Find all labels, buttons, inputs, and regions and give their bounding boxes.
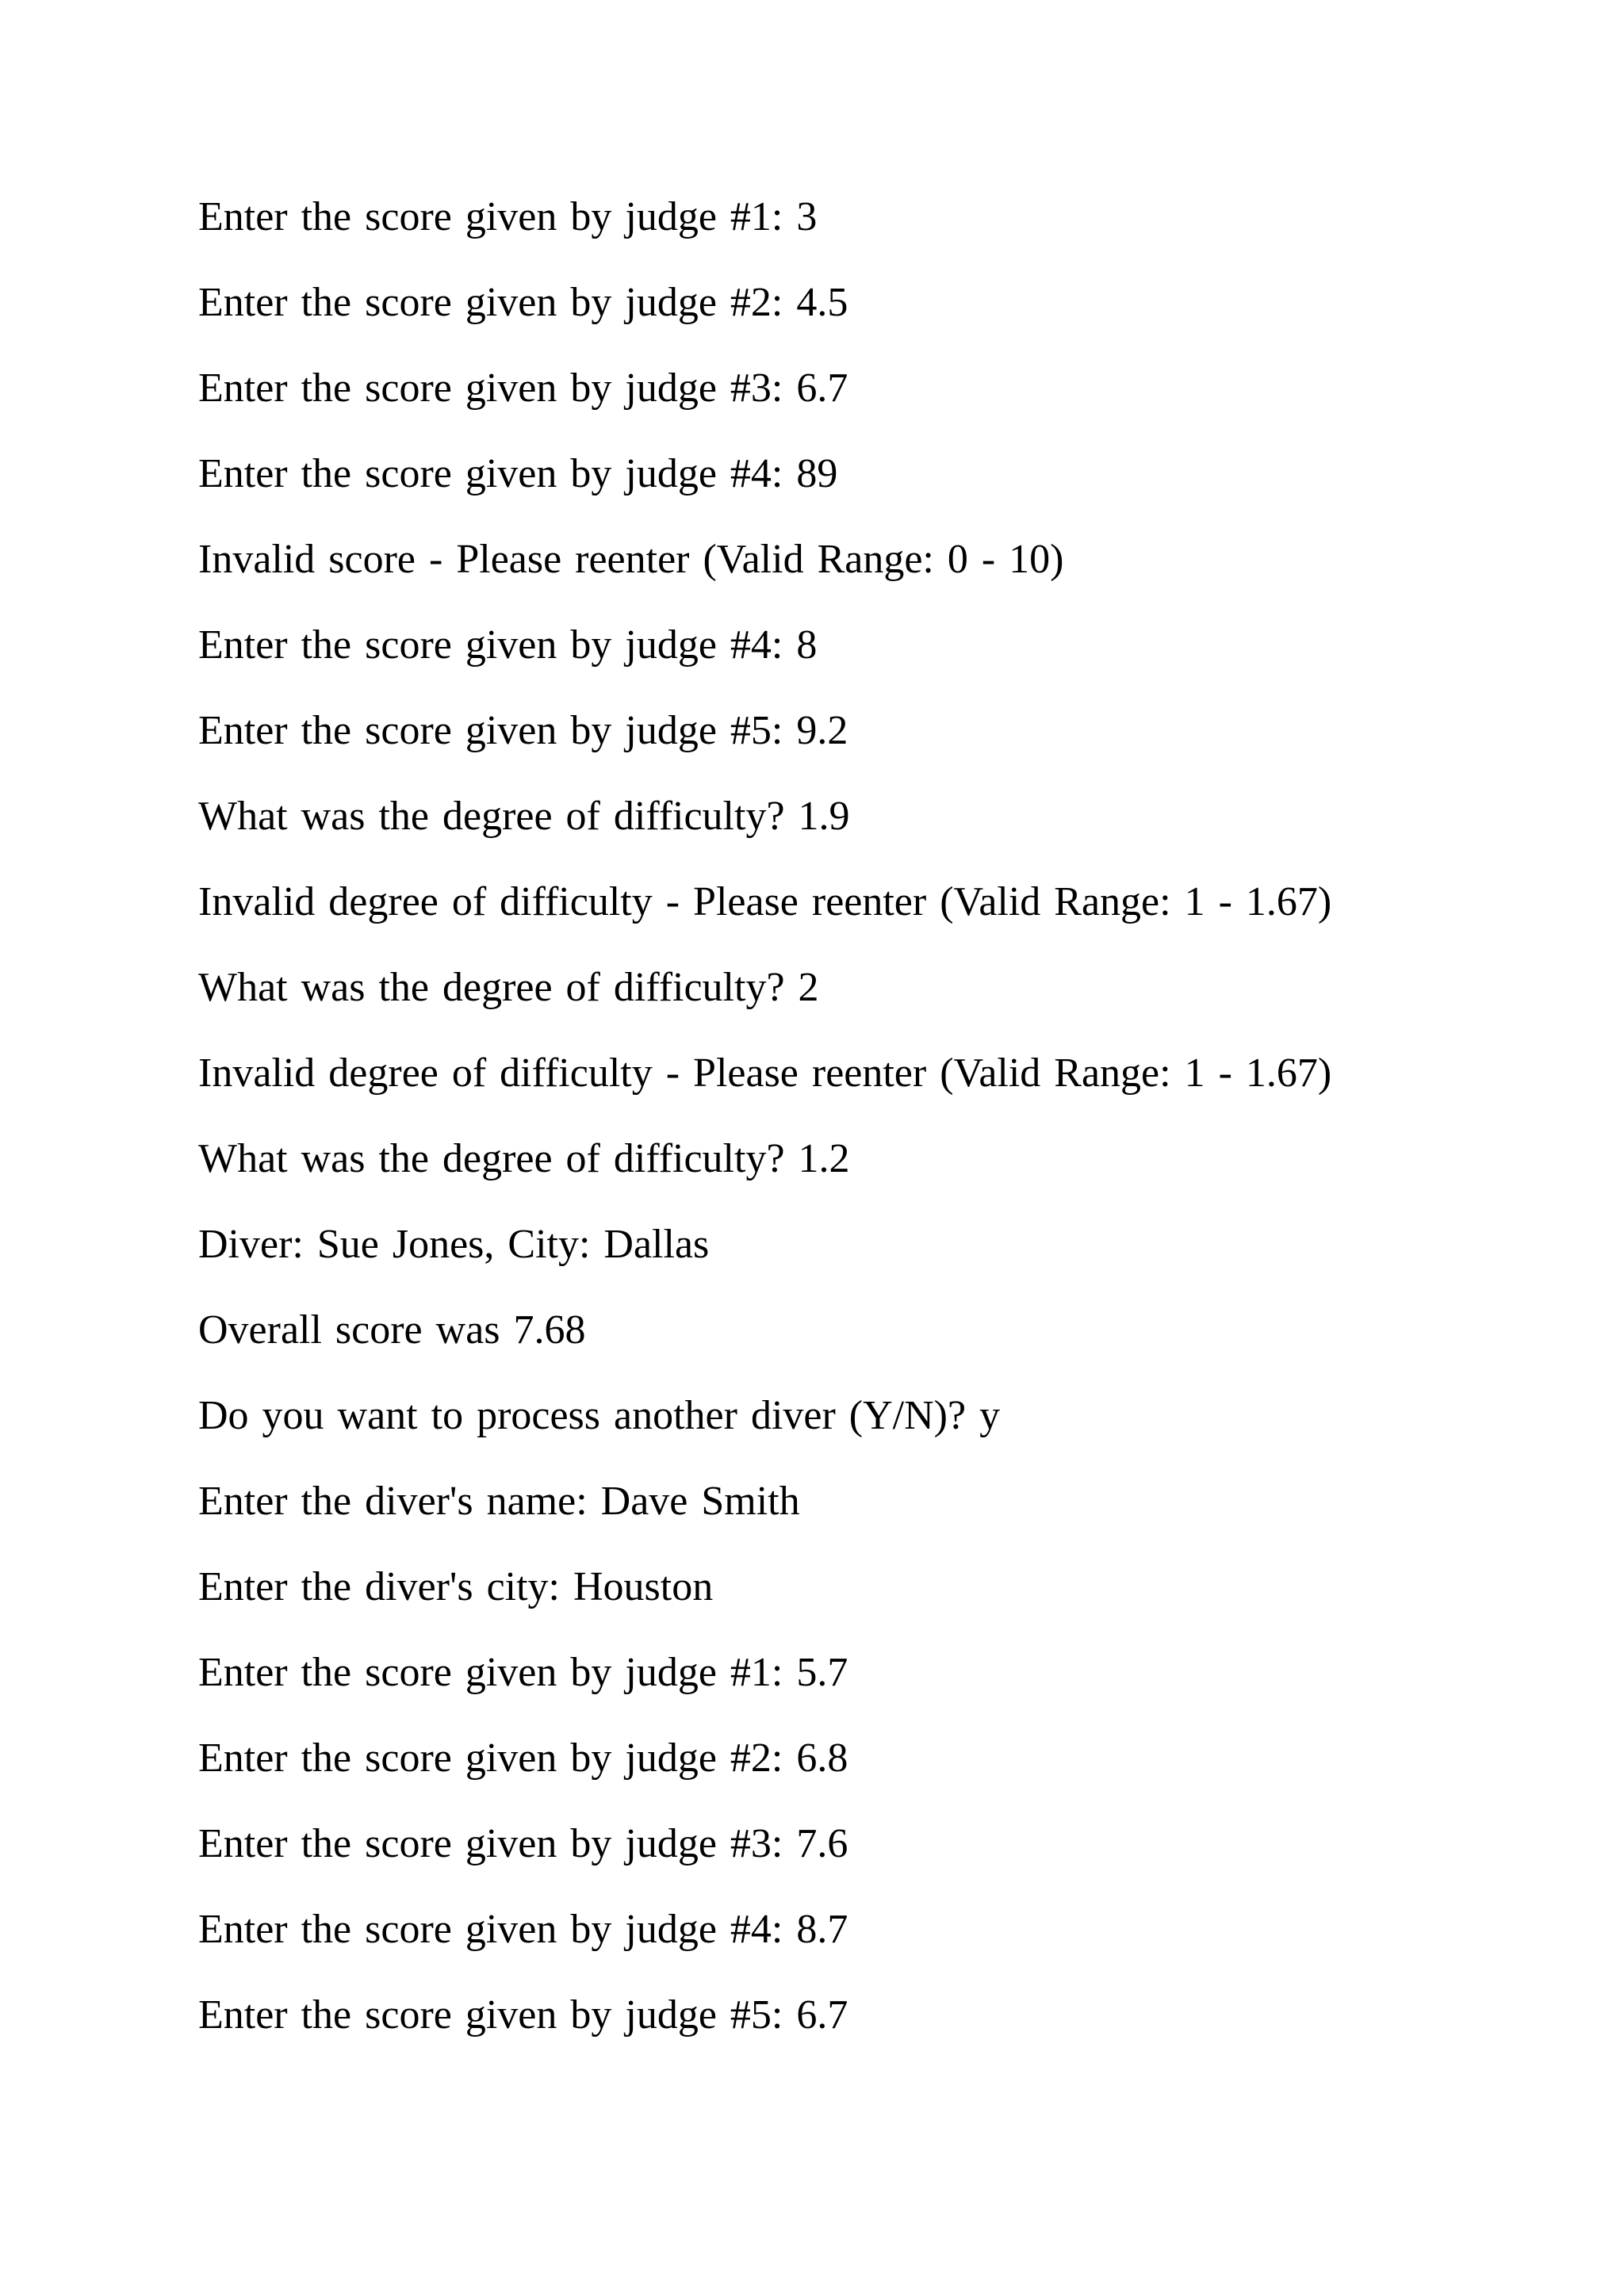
output-line-judge-3-score: Enter the score given by judge #3: 6.7 xyxy=(198,365,848,411)
output-line-judge-2-score: Enter the score given by judge #2: 6.8 xyxy=(198,1735,848,1781)
output-line-diver-info: Diver: Sue Jones, City: Dallas xyxy=(198,1222,710,1267)
console-output xyxy=(198,193,1546,2077)
output-line-difficulty-prompt: What was the degree of difficulty? 1.9 xyxy=(198,794,850,839)
output-line-judge-2-score: Enter the score given by judge #2: 4.5 xyxy=(198,280,848,325)
output-line-continue-prompt: Do you want to process another diver (Y/N)? y xyxy=(198,1393,1001,1438)
output-line-judge-1-score: Enter the score given by judge #1: 5.7 xyxy=(198,1650,848,1695)
output-line-invalid-difficulty: Invalid degree of difficulty - Please reenter (Valid Range: 1 - 1.67) xyxy=(198,879,1332,924)
output-line-difficulty-prompt: What was the degree of difficulty? 2 xyxy=(198,965,819,1010)
output-line-invalid-difficulty: Invalid degree of difficulty - Please reenter (Valid Range: 1 - 1.67) xyxy=(198,1050,1332,1096)
output-line-judge-5-score: Enter the score given by judge #5: 9.2 xyxy=(198,708,848,753)
output-line-diver-name: Enter the diver's name: Dave Smith xyxy=(198,1479,800,1524)
output-line-diver-city: Enter the diver's city: Houston xyxy=(198,1564,714,1609)
output-line-invalid-score: Invalid score - Please reenter (Valid Range: 0 - 10) xyxy=(198,537,1064,582)
output-line-judge-1-score: Enter the score given by judge #1: 3 xyxy=(198,194,818,239)
output-line-judge-4-score: Enter the score given by judge #4: 89 xyxy=(198,451,838,496)
output-line-judge-3-score: Enter the score given by judge #3: 7.6 xyxy=(198,1821,848,1866)
output-line-judge-4-reentry: Enter the score given by judge #4: 8 xyxy=(198,622,818,668)
output-line-judge-4-score: Enter the score given by judge #4: 8.7 xyxy=(198,1907,848,1952)
output-line-overall-score: Overall score was 7.68 xyxy=(198,1307,586,1353)
output-line-difficulty-prompt: What was the degree of difficulty? 1.2 xyxy=(198,1136,850,1181)
output-line-judge-5-score: Enter the score given by judge #5: 6.7 xyxy=(198,1992,848,2038)
